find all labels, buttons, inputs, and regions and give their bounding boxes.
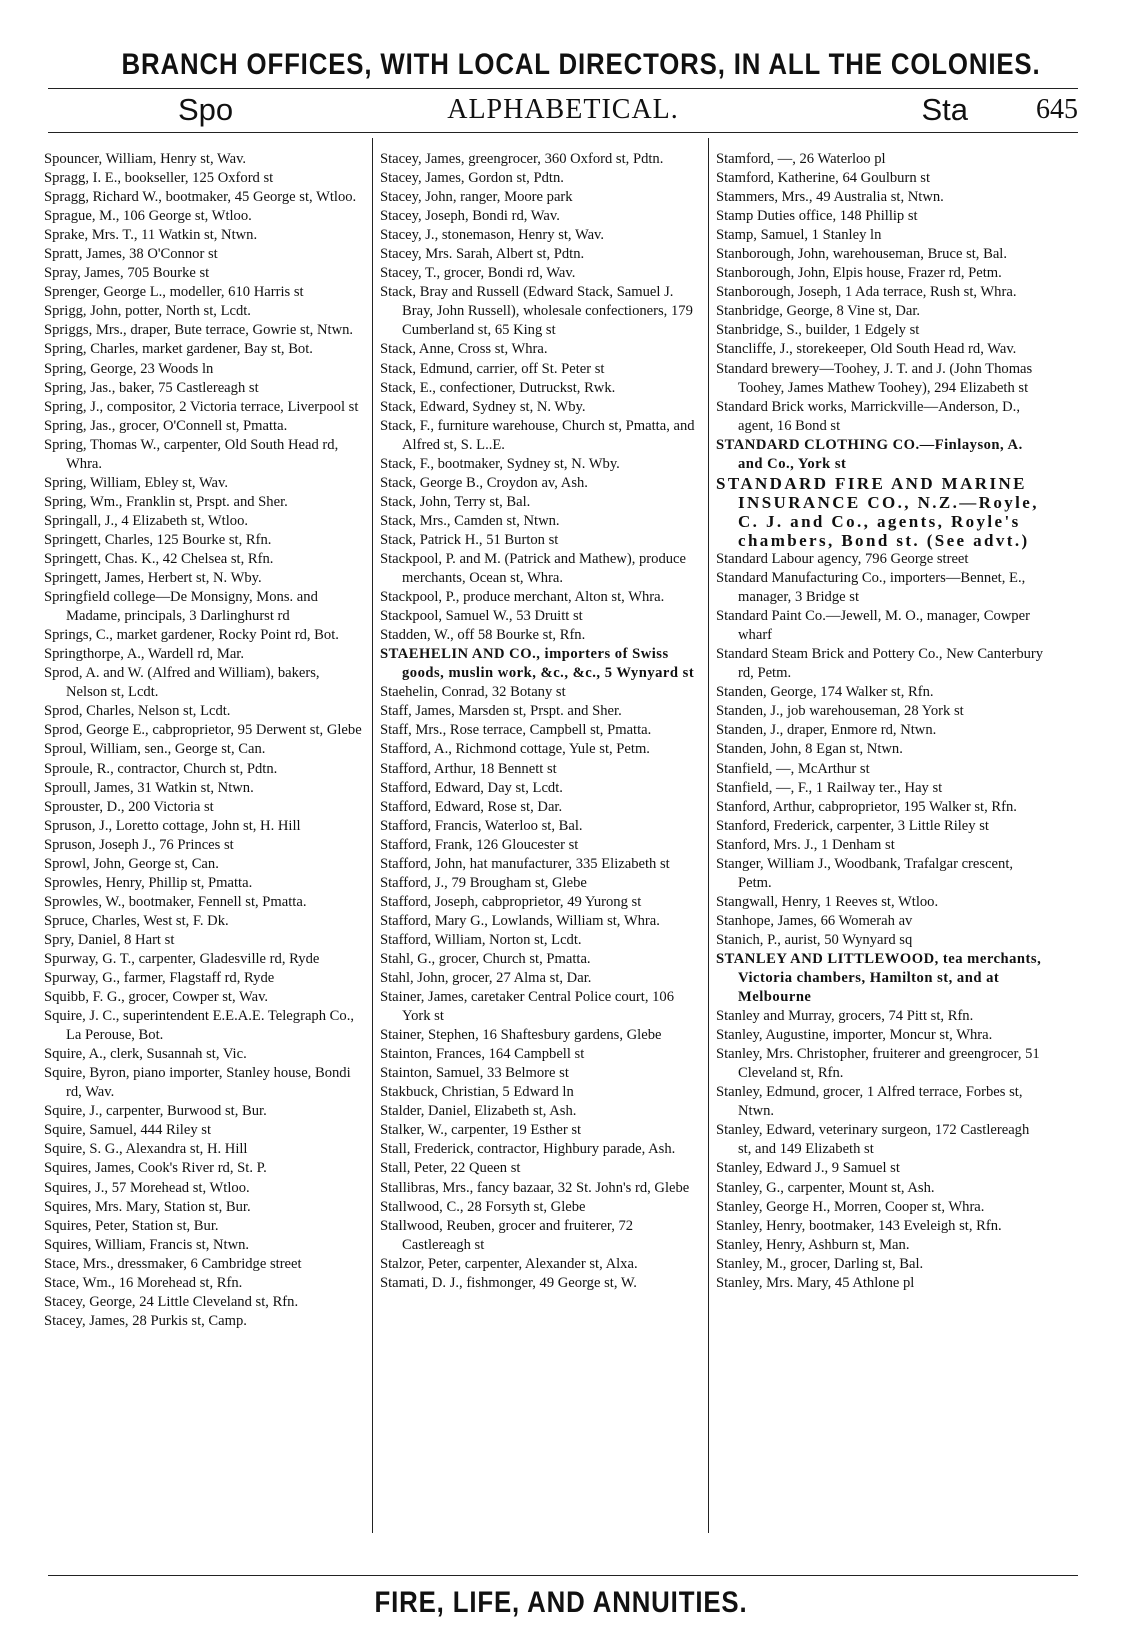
footer-banner: FIRE, LIFE, AND ANNUITIES. [374, 1586, 748, 1619]
directory-entry: Stacey, J., stonemason, Henry st, Wav. [380, 227, 605, 244]
directory-entry: Stancliffe, J., storekeeper, Old South Head rd, Wav. [716, 341, 1017, 358]
directory-entry: Stacey, James, Gordon st, Pdtn. [380, 170, 564, 187]
directory-entry: Stacey, John, ranger, Moore park [380, 189, 573, 206]
directory-entry: Stalker, W., carpenter, 19 Esther st [380, 1122, 582, 1139]
directory-entry: Stace, Wm., 16 Morehead st, Rfn. [44, 1274, 243, 1291]
directory-entry: Stafford, Arthur, 18 Bennett st [380, 760, 557, 777]
directory-entry: Springthorpe, A., Wardell rd, Mar. [44, 646, 245, 663]
directory-entry: Squire, S. G., Alexandra st, H. Hill [44, 1141, 248, 1158]
directory-entry: STAEHELIN AND CO., importers of Swiss goods, muslin work, &c., &c., 5 Wynyard st [380, 646, 695, 682]
page-number: 645 [1036, 94, 1078, 125]
directory-entry: Stanich, P., aurist, 50 Wynyard sq [716, 931, 913, 948]
directory-entry: Stanford, Arthur, cabproprietor, 195 Walker st, Rfn. [716, 798, 1017, 815]
directory-entry: Spragg, I. E., bookseller, 125 Oxford st [44, 170, 274, 187]
directory-entry: Spouncer, William, Henry st, Wav. [44, 151, 247, 167]
directory-entry: Springall, J., 4 Elizabeth st, Wtloo. [44, 512, 249, 529]
directory-entry: Stacey, T., grocer, Bondi rd, Wav. [380, 265, 576, 282]
directory-entry: Stafford, William, Norton st, Lcdt. [380, 931, 582, 948]
directory-column-3 [716, 150, 1046, 1540]
directory-entry: Stanford, Frederick, carpenter, 3 Little Riley st [716, 817, 989, 834]
directory-entry: Standard Brick works, Marrickville—Anderson, D., agent, 16 Bond st [716, 398, 1020, 434]
directory-entry: Sprowles, Henry, Phillip st, Pmatta. [44, 874, 253, 891]
directory-entry: Stalzor, Peter, carpenter, Alexander st, Alxa. [380, 1255, 638, 1272]
directory-entry: Spurway, G., farmer, Flagstaff rd, Ryde [44, 970, 275, 987]
directory-entry: Stanborough, John, warehouseman, Bruce st, Bal. [716, 246, 1008, 263]
directory-entry: Stanley, Edward J., 9 Samuel st [716, 1160, 900, 1177]
directory-entry: Stanger, William J., Woodbank, Trafalgar crescent, Petm. [716, 855, 1014, 891]
top-banner: BRANCH OFFICES, WITH LOCAL DIRECTORS, IN ALL THE COLONIES. [121, 48, 1041, 81]
directory-entry: Sprowles, W., bootmaker, Fennell st, Pmatta. [44, 893, 307, 910]
directory-entry: STANDARD CLOTHING CO.—Finlayson, A. and Co., York st [716, 436, 1023, 472]
directory-entry: Stackpool, P., produce merchant, Alton st, Whra. [380, 589, 665, 606]
directory-entry: Spring, J., compositor, 2 Victoria terrace, Liverpool st [44, 398, 359, 415]
directory-entry: Spragg, Richard W., bootmaker, 45 George st, Wtloo. [44, 189, 357, 206]
directory-entry: Stanford, Mrs. J., 1 Denham st [716, 836, 895, 853]
directory-entry: Spring, George, 23 Woods ln [44, 360, 214, 377]
directory-entry: Stallibras, Mrs., fancy bazaar, 32 St. John's rd, Glebe [380, 1179, 690, 1196]
directory-entry: Stacey, James, greengrocer, 360 Oxford st, Pdtn. [380, 151, 664, 167]
directory-entry: Staff, James, Marsden st, Prspt. and Sher. [380, 703, 622, 720]
directory-entry: STANLEY AND LITTLEWOOD, tea merchants, Victoria chambers, Hamilton st, and at Melbourne [716, 950, 1042, 1006]
directory-entry: Stafford, A., Richmond cottage, Yule st, Petm. [380, 741, 650, 758]
directory-entry: Squire, Samuel, 444 Riley st [44, 1122, 212, 1139]
directory-entry: Stallwood, Reuben, grocer and fruiterer, 72 Castlereagh st [380, 1217, 634, 1253]
directory-entry: Standard Manufacturing Co., importers—Bennet, E., manager, 3 Bridge st [716, 570, 1026, 606]
directory-entry: Springs, C., market gardener, Rocky Point rd, Bot. [44, 627, 339, 644]
directory-entry: Squire, Byron, piano importer, Stanley house, Bondi rd, Wav. [44, 1065, 351, 1101]
directory-entry: Stackpool, Samuel W., 53 Druitt st [380, 608, 583, 625]
column-divider [372, 138, 373, 1533]
directory-entry: Sprague, M., 106 George st, Wtloo. [44, 208, 252, 225]
directory-entry: Sprod, Charles, Nelson st, Lcdt. [44, 703, 231, 720]
directory-entry: Stacey, James, 28 Purkis st, Camp. [44, 1312, 247, 1329]
directory-entry: Stanley, Mrs. Mary, 45 Athlone pl [716, 1274, 915, 1291]
top-rule [48, 88, 1078, 89]
directory-entry: Spruson, J., Loretto cottage, John st, H. Hill [44, 817, 301, 834]
directory-entry: Spray, James, 705 Bourke st [44, 265, 210, 282]
directory-entry: Staehelin, Conrad, 32 Botany st [380, 684, 566, 701]
directory-entry: Stahl, John, grocer, 27 Alma st, Dar. [380, 970, 592, 987]
directory-entry: Squire, J., carpenter, Burwood st, Bur. [44, 1103, 267, 1120]
directory-entry: Stainer, Stephen, 16 Shaftesbury gardens, Glebe [380, 1027, 662, 1044]
directory-entry: Stack, Edward, Sydney st, N. Wby. [380, 398, 586, 415]
directory-entry: Stanfield, —, F., 1 Railway ter., Hay st [716, 779, 943, 796]
directory-entry: Squibb, F. G., grocer, Cowper st, Wav. [44, 989, 269, 1006]
directory-entry: Stafford, Joseph, cabproprietor, 49 Yurong st [380, 893, 642, 910]
directory-entry: Stafford, Frank, 126 Gloucester st [380, 836, 579, 853]
directory-entry: Squires, William, Francis st, Ntwn. [44, 1236, 250, 1253]
directory-entry: Stanley, Mrs. Christopher, fruiterer and greengrocer, 51 Cleveland st, Rfn. [716, 1046, 1040, 1082]
directory-entry: Standard Steam Brick and Pottery Co., New Canterbury rd, Petm. [716, 646, 1044, 682]
directory-entry: Spriggs, Mrs., draper, Bute terrace, Gowrie st, Ntwn. [44, 322, 354, 339]
directory-entry: Stack, Mrs., Camden st, Ntwn. [380, 512, 560, 529]
directory-entry: Stanley, George H., Morren, Cooper st, Whra. [716, 1198, 985, 1215]
column-divider [708, 138, 709, 1533]
directory-entry: Squires, J., 57 Morehead st, Wtloo. [44, 1179, 250, 1196]
directory-entry: Springett, James, Herbert st, N. Wby. [44, 570, 262, 587]
directory-entry: Stanley, Edmund, grocer, 1 Alfred terrace, Forbes st, Ntwn. [716, 1084, 1023, 1120]
directory-entry: Spurway, G. T., carpenter, Gladesville rd, Ryde [44, 950, 320, 967]
directory-entry: Stafford, Edward, Day st, Lcdt. [380, 779, 563, 796]
directory-entry: Spruson, Joseph J., 76 Princes st [44, 836, 234, 853]
directory-entry: Stanborough, John, Elpis house, Frazer rd, Petm. [716, 265, 1002, 282]
directory-entry: Sprigg, John, potter, North st, Lcdt. [44, 303, 251, 320]
directory-entry: Spry, Daniel, 8 Hart st [44, 931, 175, 948]
directory-entry: Stafford, Edward, Rose st, Dar. [380, 798, 563, 815]
directory-entry: Spring, Jas., grocer, O'Connell st, Pmatta. [44, 417, 288, 434]
directory-entry: Stack, F., furniture warehouse, Church st, Pmatta, and Alfred st, S. L..E. [380, 417, 695, 453]
directory-entry: Stainton, Samuel, 33 Belmore st [380, 1065, 569, 1082]
directory-entry: Standard brewery—Toohey, J. T. and J. (John Thomas Toohey, James Mathew Toohey), 294 Elizabeth st [716, 360, 1033, 396]
directory-entry: Stanley, G., carpenter, Mount st, Ash. [716, 1179, 935, 1196]
directory-entry: Squires, Peter, Station st, Bur. [44, 1217, 219, 1234]
directory-entry: Stack, Patrick H., 51 Burton st [380, 531, 559, 548]
directory-entry: Stahl, G., grocer, Church st, Pmatta. [380, 950, 591, 967]
directory-entry: Stanbridge, George, 8 Vine st, Dar. [716, 303, 921, 320]
directory-entry: Stadden, W., off 58 Bourke st, Rfn. [380, 627, 586, 644]
directory-entry: Stamati, D. J., fishmonger, 49 George st, W. [380, 1274, 637, 1291]
directory-entry: Stanley, Henry, Ashburn st, Man. [716, 1236, 910, 1253]
directory-entry: Stangwall, Henry, 1 Reeves st, Wtloo. [716, 893, 939, 910]
bottom-rule [48, 1575, 1078, 1576]
directory-entry: Stacey, George, 24 Little Cleveland st, Rfn. [44, 1293, 299, 1310]
directory-entry: Stanley, Henry, bootmaker, 143 Eveleigh st, Rfn. [716, 1217, 1002, 1234]
directory-entry: Staff, Mrs., Rose terrace, Campbell st, Pmatta. [380, 722, 652, 739]
directory-entry: Sprouster, D., 200 Victoria st [44, 798, 214, 815]
directory-entry: Standen, George, 174 Walker st, Rfn. [716, 684, 934, 701]
directory-entry: Stack, George B., Croydon av, Ash. [380, 474, 588, 491]
directory-entry: Sprake, Mrs. T., 11 Watkin st, Ntwn. [44, 227, 258, 244]
directory-entry: Stack, E., confectioner, Dutruckst, Rwk. [380, 379, 616, 396]
header-title: ALPHABETICAL. [447, 94, 679, 125]
directory-entry: Stainton, Frances, 164 Campbell st [380, 1046, 585, 1063]
page-header [48, 92, 1078, 130]
directory-entry: Stanley, Edward, veterinary surgeon, 172 Castlereagh st, and 149 Elizabeth st [716, 1122, 1030, 1158]
directory-entry: Spring, Wm., Franklin st, Prspt. and Sher. [44, 493, 288, 510]
directory-entry: Sproull, James, 31 Watkin st, Ntwn. [44, 779, 254, 796]
directory-entry: Sprenger, George L., modeller, 610 Harris st [44, 284, 304, 301]
directory-entry: Springett, Chas. K., 42 Chelsea st, Rfn. [44, 550, 274, 567]
directory-entry: Standen, J., job warehouseman, 28 York st [716, 703, 964, 720]
directory-entry: Sprowl, John, George st, Can. [44, 855, 219, 872]
directory-entry: Stammers, Mrs., 49 Australia st, Ntwn. [716, 189, 944, 206]
directory-entry: Stamp Duties office, 148 Phillip st [716, 208, 918, 225]
directory-entry: Stack, Anne, Cross st, Whra. [380, 341, 548, 358]
directory-column-1 [44, 150, 364, 1540]
directory-entry: Stanfield, —, McArthur st [716, 760, 870, 777]
directory-entry: Stack, Bray and Russell (Edward Stack, Samuel J. Bray, John Russell), wholesale confectioners, 179 Cumberland st, 65 King st [380, 284, 693, 339]
directory-entry: Spruce, Charles, West st, F. Dk. [44, 912, 229, 929]
directory-column-2 [380, 150, 702, 1540]
directory-entry: Stanley, M., grocer, Darling st, Bal. [716, 1255, 924, 1272]
directory-entry: STANDARD FIRE AND MARINE INSURANCE CO., N.Z.—Royle, C. J. and Co., agents, Royle's chambers, Bond st. (See advt.) [716, 473, 1039, 550]
directory-entry: Spring, Thomas W., carpenter, Old South Head rd, Whra. [44, 436, 339, 472]
directory-entry: Standard Paint Co.—Jewell, M. O., manager, Cowper wharf [716, 608, 1030, 644]
directory-entry: Stanley, Augustine, importer, Moncur st, Whra. [716, 1027, 993, 1044]
header-left-guide-word: Spo [178, 92, 234, 127]
directory-entry: Sproul, William, sen., George st, Can. [44, 741, 266, 758]
directory-entry: Sprod, A. and W. (Alfred and William), bakers, Nelson st, Lcdt. [44, 665, 320, 701]
directory-entry: Sprod, George E., cabproprietor, 95 Derwent st, Glebe [44, 722, 362, 739]
directory-entry: Stainer, James, caretaker Central Police court, 106 York st [380, 989, 675, 1025]
directory-entry: Stanhope, James, 66 Womerah av [716, 912, 913, 929]
directory-entry: Squires, Mrs. Mary, Station st, Bur. [44, 1198, 251, 1215]
directory-entry: Stafford, John, hat manufacturer, 335 Elizabeth st [380, 855, 670, 872]
directory-entry: Spring, Charles, market gardener, Bay st, Bot. [44, 341, 313, 358]
directory-entry: Stanbridge, S., builder, 1 Edgely st [716, 322, 920, 339]
directory-entry: Squire, J. C., superintendent E.E.A.E. Telegraph Co., La Perouse, Bot. [44, 1008, 354, 1044]
directory-entry: Squire, A., clerk, Susannah st, Vic. [44, 1046, 247, 1063]
directory-entry: Stafford, J., 79 Brougham st, Glebe [380, 874, 587, 891]
directory-entry: Springfield college—De Monsigny, Mons. and Madame, principals, 3 Darlinghurst rd [44, 589, 318, 625]
directory-entry: Stack, Edmund, carrier, off St. Peter st [380, 360, 605, 377]
directory-entry: Stanborough, Joseph, 1 Ada terrace, Rush st, Whra. [716, 284, 1017, 301]
directory-entry: Stallwood, C., 28 Forsyth st, Glebe [380, 1198, 586, 1215]
directory-entry: Stacey, Mrs. Sarah, Albert st, Pdtn. [380, 246, 585, 263]
directory-entry: Stack, John, Terry st, Bal. [380, 493, 531, 510]
directory-entry: Stafford, Francis, Waterloo st, Bal. [380, 817, 583, 834]
directory-entry: Standard Labour agency, 796 George street [716, 550, 969, 567]
directory-entry: Spratt, James, 38 O'Connor st [44, 246, 218, 263]
directory-entry: Stalder, Daniel, Elizabeth st, Ash. [380, 1103, 577, 1120]
directory-entry: Stamp, Samuel, 1 Stanley ln [716, 227, 882, 244]
directory-entry: Stamford, Katherine, 64 Goulburn st [716, 170, 931, 187]
directory-entry: Stafford, Mary G., Lowlands, William st, Whra. [380, 912, 660, 929]
directory-entry: Stack, F., bootmaker, Sydney st, N. Wby. [380, 455, 620, 472]
directory-entry: Stamford, —, 26 Waterloo pl [716, 151, 886, 167]
directory-entry: Standen, J., draper, Enmore rd, Ntwn. [716, 722, 937, 739]
directory-entry: Springett, Charles, 125 Bourke st, Rfn. [44, 531, 272, 548]
directory-entry: Stace, Mrs., dressmaker, 6 Cambridge street [44, 1255, 302, 1272]
directory-entry: Stanley and Murray, grocers, 74 Pitt st, Rfn. [716, 1008, 974, 1025]
header-right-guide-word: Sta [921, 92, 968, 127]
directory-entry: Stacey, Joseph, Bondi rd, Wav. [380, 208, 560, 225]
directory-entry: Stackpool, P. and M. (Patrick and Mathew), produce merchants, Ocean st, Whra. [380, 550, 686, 587]
directory-entry: Spring, Jas., baker, 75 Castlereagh st [44, 379, 259, 396]
directory-entry: Squires, James, Cook's River rd, St. P. [44, 1160, 267, 1177]
header-rule [48, 132, 1078, 133]
directory-entry: Stakbuck, Christian, 5 Edward ln [380, 1084, 574, 1101]
directory-entry: Sproule, R., contractor, Church st, Pdtn. [44, 760, 278, 777]
directory-entry: Standen, John, 8 Egan st, Ntwn. [716, 741, 903, 758]
directory-entry: Spring, William, Ebley st, Wav. [44, 474, 229, 491]
directory-entry: Stall, Peter, 22 Queen st [380, 1160, 521, 1177]
directory-entry: Stall, Frederick, contractor, Highbury parade, Ash. [380, 1141, 676, 1158]
